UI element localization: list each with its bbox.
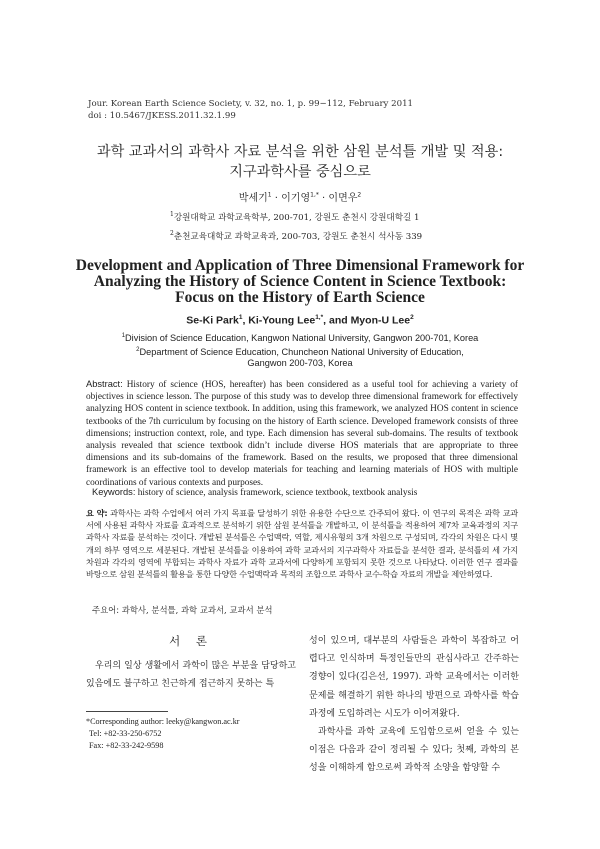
keywords-text: history of science, analysis framework, science textbook, textbook analysis [135,488,418,498]
affiliation-kr-2 [170,226,422,245]
korean-title-line2: 지구과학사를 중심으로 [229,164,371,180]
korean-authors [0,189,600,204]
affiliation-en-2-text: Department of Science Education, Chuncheon National University of Education, [139,346,464,357]
author-2-kr: 이기영 [281,193,311,204]
english-authors: Se-Ki Park$^1$, Ki-Young Lee$^{1,*}$, and Myon-U Lee$^2$ [186,314,414,327]
english-title-line3: Focus on the History of Earth Science [175,289,425,306]
affiliation-en-2-sup: 2 [136,346,140,353]
english-affiliations [60,331,540,370]
author-1-en: Se-Ki Park [186,314,239,327]
abstract-label: Abstract: [86,379,123,389]
journal-citation: Jour. Korean Earth Science Society, v. 32, no. 1, p. 99−112, February 2011 [88,99,414,109]
doi: doi : 10.5467/JKESS.2011.32.1.99 [88,111,236,121]
korean-keywords [92,604,273,616]
affiliation-kr-1-text: 강원대학교 과학교육학부, 200-701, 강원도 춘천시 강원대학길 1 [173,212,420,223]
affiliation-en-1 [60,331,540,345]
korean-abstract-label: 요 약: [86,508,108,518]
english-title-line2: Analyzing the History of Science Content in Science Textbook: [93,273,507,290]
footnote [86,716,240,752]
body-left-column: 우리의 일상 생활에서 과학이 많은 부분을 담당하고 있음에도 불구하고 친근하게 접근하지 못하는 특 [86,661,296,689]
korean-abstract-text: 과학사는 과학 수업에서 여러 가지 목표를 달성하기 위한 유용한 수단으로 간주되어 왔다. 이 연구의 목적은 과학 교과서에 사용된 과학사 자료를 효과적으로 분석하기 위한 삼원 분석틀을 개발하고, 이 분석틀을 적용하여 제7차 교육과정의 지구과학사 자료를 분석하는 것이다. 개발된 분석틀은 수업맥락, 역할, 제시유형의 3개 차원으로 구성되며, 각각의 차원은 다시 몇 개의 하부 영역으로 세분된다. 개발된 분석틀을 이용하여 과학 교과서의 지구과학사 자료들을 분석한 결과, 분석틀의 세 가지 차원과 각각의 영역에 부합되는 과학사 자료가 과학 교과서에 다양하게 포함되지 못한 것으로 나타났다. 이러한 연구 결과를 바탕으로 삼원 분석틀의 활용을 통한 다양한 수업맥락과 목적의 조합으로 과학사 교수-학습 자료의 개발을 제안하였다. [86,508,518,580]
body-right-column [309,632,519,778]
author-3-en-sup: 2 [410,314,414,321]
korean-keywords-text: 과학사, 분석틀, 과학 교과서, 교과서 분석 [119,605,273,615]
affiliation-kr-1-sup: 1 [170,211,174,218]
journal-header [88,98,413,122]
author-1-en-sup: 1 [238,314,243,321]
affiliation-kr-2-sup: 2 [170,229,174,237]
author-3-kr-sup: 2 [357,191,362,199]
affiliation-en-1-sup: 1 [121,333,126,339]
footnote-divider [86,711,168,712]
affiliation-kr-2-text: 춘천교육대학교 과학교육과, 200-703, 강원도 춘천시 석사동 339 [173,231,423,242]
abstract-text: History of science (HOS, hereafter) has been considered as a useful tool for achieving a variety of objectives in science lesson. The purpose of this study was to develop three dimensional framework for effectively analyzing HOS content in science textbook. In addition, using this framework, we analyzed HOS content in science textbooks of the 7th curriculum by focusing on the history of Earth science. Developed framework consists of three dimensions; instruction context, role, and type. Each dimension has several sub-domains. The results of textbook analysis revealed that science textbook didn’t include diverse HOS materials that are appropriate to three dimensions and its sub-domains of the framework. Based on the results, we proposed that three dimensional framework is an effective tool to develop materials for teaching and learning materials of HOS with multiple coordinations of various contexts and purposes. [86,380,518,488]
korean-affiliations [170,207,422,245]
affiliation-en-2 [60,345,540,359]
corresponding-author: *Corresponding author: leeky@kangwon.ac.kr [86,717,240,726]
affiliation-kr-1 [170,207,422,226]
keywords-label: Keywords: [92,487,136,497]
author-2-kr-sup: 1,* [310,191,319,199]
fax: Fax: +82-33-242-9598 [89,741,164,750]
author-2-en: Ki-Young Lee [248,314,316,327]
korean-keywords-label: 주요어: [92,605,120,615]
author-2-en-sup: 1,* [315,314,324,321]
section-title-introduction: 서 론 [169,634,213,648]
abstract [86,378,518,489]
english-title [40,258,560,306]
author-and: , and [323,314,351,327]
korean-title [40,142,560,182]
author-separator: · [318,193,329,204]
author-1-kr: 박세기 [238,193,268,204]
body-paragraph-1: 성이 있으며, 대부분의 사람들은 과학이 복잡하고 어렵다고 인식하며 특정인들만의 관심사라고 간주하는 경향이 있다(김은선, 1997). 과학 교육에서는 이러한 문제를 해결하기 위한 하나의 방편으로 과학사를 학습 과정에 도입하려는 시도가 이어져왔다. [309,636,519,719]
keywords [92,487,417,498]
korean-title-line1: 과학 교과서의 과학사 자료 분석을 위한 삼원 분석틀 개발 및 적용: [96,144,504,160]
korean-abstract [86,507,518,580]
author-3-en: Myon-U Lee [350,314,411,327]
affiliation-en-1-text: Division of Science Education, Kangwon National University, Gangwon 200-701, Korea [125,333,479,344]
english-title-line1: Development and Application of Three Dimensional Framework for [75,257,525,274]
author-3-kr: 이면우 [328,193,358,204]
author-1-kr-sup: 1 [267,191,272,199]
author-separator: · [271,193,282,204]
telephone: Tel: +82-33-250-6752 [89,729,162,738]
affiliation-en-3: Gangwon 200-703, Korea [247,358,353,369]
body-paragraph-2: 과학사를 과학 교육에 도입함으로써 얻을 수 있는 이점은 다음과 같이 정리될 수 있다; 첫째, 과학의 본성을 이해하게 함으로써 과학적 소양을 함양할 수 [309,727,519,774]
